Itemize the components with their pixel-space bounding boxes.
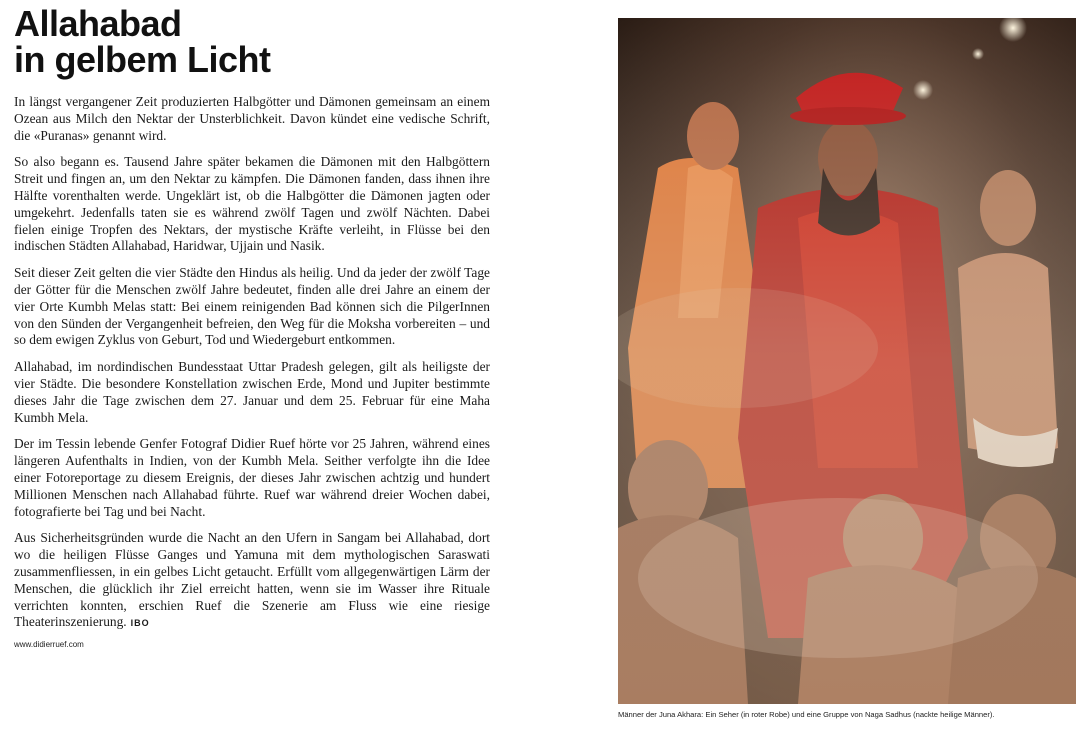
paragraph-last — [14, 530, 490, 632]
article-title — [14, 3, 490, 80]
paragraph: Seit dieser Zeit gelten die vier Städte den Hindus als heilig. Und da jeder der zwölf Tage der Götter für die Menschen zwölf Jahre bedeutet, finden alle drei Jahre an einem der vier Orte Kumbh Melas statt: Bei einem reinigenden Bad können sich die PilgerInnen von den Sünden der Vergangenheit befreien, den Weg für die Moksha vorbereiten – und so dem ewigen Zyklus von Geburt, Tod und Wiedergeburt entkommen. — [14, 265, 490, 348]
paragraph-text: Aus Sicherheitsgründen wurde die Nacht an den Ufern in Sangam bei Allahabad, dort wo die heiligen Flüsse Ganges und Yamuna mit dem mythologischen Saraswati zusammenfliessen, in ein gelbes Licht getaucht. Erfüllt vom allgegenwärtigen Lärm der Menschen, die glücklich ihr Ziel erreicht hatten, wenn sie im Wasser ihre Rituale verrichten konnten, erschien Ruef die Szenerie am Fluss wie eine riesige Theaterinszenierung. — [14, 530, 490, 630]
feature-photo — [618, 18, 1076, 704]
article-body — [14, 94, 490, 649]
title-line-2: in gelbem Licht — [14, 39, 271, 80]
paragraph: In längst vergangener Zeit produzierten Halbgötter und Dämonen gemeinsam an einem Ozean aus Milch den Nektar der Unsterblichkeit. Davon kündet eine vedische Schrift, die «Puranas» genannt wird. — [14, 94, 490, 143]
paragraph: Der im Tessin lebende Genfer Fotograf Didier Ruef hörte vor 25 Jahren, während eines längeren Aufenthalts in Indien, von der Kumbh Mela. Seither verfolgte ihn die Idee einer Fotoreportage zu diesem Ereignis, der dieses Jahr zwischen achtzig und hundert Millionen Menschen nach Allahabad führte. Ruef war während dreier Wochen dabei, fotografierte bei Tag und bei Nacht. — [14, 436, 490, 519]
author-signature: IBO — [130, 618, 150, 629]
photo-caption: Männer der Juna Akhara: Ein Seher (in roter Robe) und eine Gruppe von Naga Sadhus (nackte heilige Männer). — [618, 710, 995, 719]
article-column — [14, 3, 490, 650]
photo-illustration — [618, 18, 1076, 704]
paragraph: So also begann es. Tausend Jahre später bekamen die Dämonen mit den Halbgöttern Streit und fingen an, um den Nektar zu kämpfen. Die Dämonen fanden, dass ihnen ihre Hälfte vorenthalten werde. Ungeklärt ist, ob die Halbgötter die Dämonen jagten oder umgekehrt. Jedenfalls taten sie es während zwölf Tagen und zwölf Nächten. Dabei fielen einige Tropfen des Nektars, der mystische Kräfte verleiht, in Flüsse bei den indischen Städten Allahabad, Haridwar, Ujjain und Nasik. — [14, 154, 490, 254]
website-link[interactable]: www.didierruef.com — [14, 640, 84, 650]
title-line-1: Allahabad — [14, 3, 182, 44]
paragraph: Allahabad, im nordindischen Bundesstaat Uttar Pradesh gelegen, gilt als heiligste der vier Städte. Die besondere Konstellation zwischen Erde, Mond und Jupiter bestimmte dieses Jahr die Tage zwischen dem 27. Januar und dem 25. Februar für eine Maha Kumbh Mela. — [14, 359, 490, 425]
